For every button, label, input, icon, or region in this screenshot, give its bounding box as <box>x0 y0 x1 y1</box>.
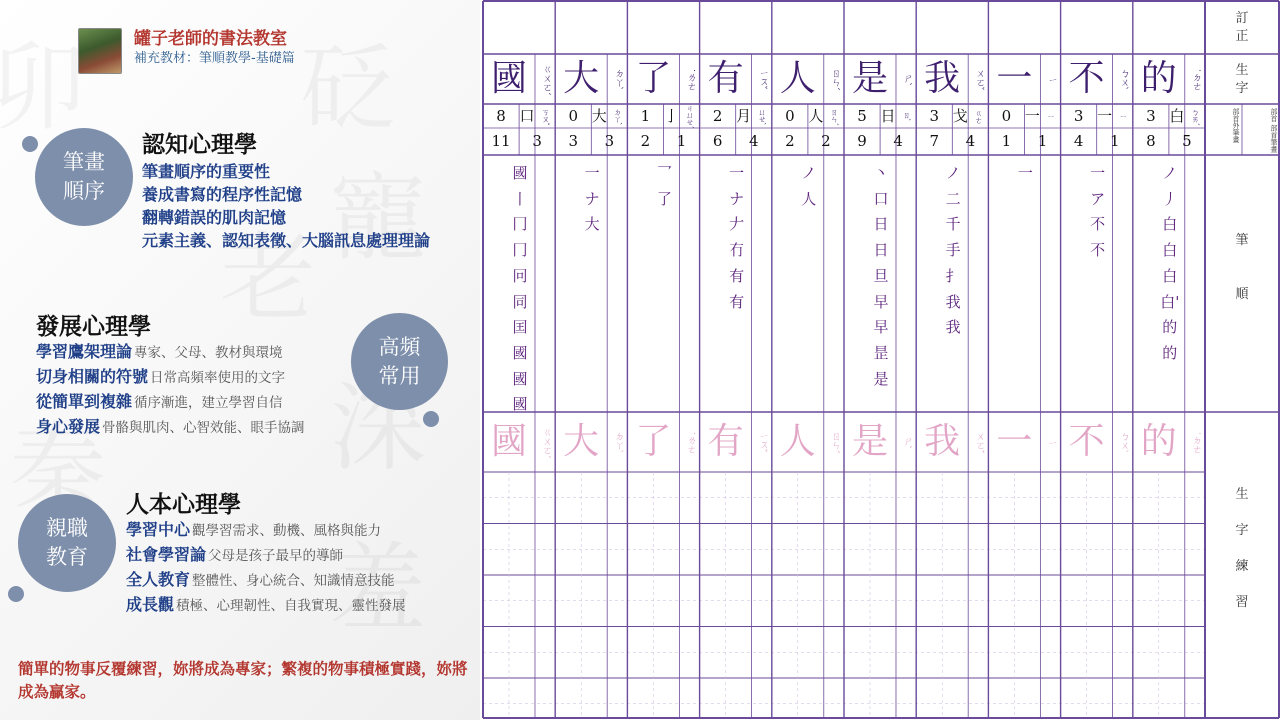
total-strokes-5: 9 <box>857 132 867 150</box>
radical-zhuyin-7: ㄧ <box>1046 113 1056 119</box>
practice-zhuyin-9: ˙ㄉㄜ <box>1189 431 1201 453</box>
character-9: 的 <box>1140 58 1177 99</box>
bubble-high-frequency <box>351 313 448 410</box>
zhuyin-6: ㄨㄛˇ <box>973 68 985 90</box>
character-6: 我 <box>924 58 961 99</box>
background-calligraphy <box>300 40 396 136</box>
label-other-strokes: 部首外筆畫 <box>1232 108 1240 143</box>
practice-zhuyin-8: ㄅㄨˋ <box>1117 431 1129 453</box>
zhuyin-2: ˙ㄌㄜ <box>684 68 696 90</box>
practice-trace-5: 是 <box>851 421 888 462</box>
line-main: 從簡單到複雜 <box>36 392 133 411</box>
footer-quote: 簡單的物事反覆練習，妳將成為專家；繁複的物事積極實踐，妳將成為贏家。 <box>18 660 468 701</box>
avatar <box>78 28 122 74</box>
practice-trace-6: 我 <box>924 421 961 462</box>
radical-strokes-4: 2 <box>821 132 831 150</box>
radical-strokes-5: 4 <box>893 132 903 150</box>
total-strokes-6: 7 <box>929 132 939 150</box>
label-correction: 訂 正 <box>1235 11 1249 44</box>
zhuyin-8: ㄅㄨˋ <box>1117 68 1129 90</box>
radical-zhuyin-0: ㄎㄡˇ <box>541 107 551 125</box>
character-7: 一 <box>996 58 1033 99</box>
zhuyin-5: ㄕˋ <box>901 72 913 86</box>
practice-zhuyin-2: ˙ㄌㄜ <box>684 431 696 453</box>
radical-zhuyin-5: ㄖˋ <box>902 111 912 121</box>
character-8: 不 <box>1068 58 1105 99</box>
zhuyin-0: ㄍㄨㄛˊ <box>540 63 552 95</box>
decor-dot <box>22 136 38 152</box>
practice-trace-4: 人 <box>779 421 816 462</box>
line-note: 骨骼與肌肉、心智效能、眼手協調 <box>102 420 305 436</box>
character-5: 是 <box>851 58 888 99</box>
stroke-order-8: 一 ア 不 不 <box>1090 164 1106 260</box>
total-strokes-7: 1 <box>1001 132 1012 150</box>
practice-trace-3: 有 <box>707 421 744 462</box>
radical-8: 一 <box>1097 106 1113 125</box>
radical-strokes-0: 3 <box>532 132 542 150</box>
radical-strokes-8: 1 <box>1109 132 1120 150</box>
radical-zhuyin-4: ㄖㄣˊ <box>829 107 839 125</box>
total-strokes-3: 6 <box>712 132 723 150</box>
other-strokes-4: 0 <box>785 106 795 125</box>
developmental-line <box>36 340 305 365</box>
stroke-order-5: 丶 口 日 日 旦 早 早 昰 是 <box>873 164 889 388</box>
developmental-line <box>36 390 305 415</box>
radical-2: 亅 <box>663 106 679 125</box>
line-note: 父母是孩子最早的導師 <box>208 548 344 564</box>
stroke-order-7: 一 <box>1017 164 1033 182</box>
developmental-line <box>36 365 305 390</box>
developmental-line <box>36 415 305 440</box>
cognitive-line: 養成書寫的程序性記憶 <box>142 185 303 204</box>
total-strokes-8: 4 <box>1073 132 1084 150</box>
practice-trace-8: 不 <box>1068 421 1105 462</box>
other-strokes-8: 3 <box>1073 106 1084 125</box>
label-practice: 生 字 練 習 <box>1235 487 1249 610</box>
label-radical: 部首 部首筆畫 <box>1270 108 1278 153</box>
radical-5: 日 <box>880 106 896 125</box>
practice-zhuyin-6: ㄨㄛˇ <box>973 431 985 453</box>
total-strokes-9: 8 <box>1146 132 1156 150</box>
humanistic-line <box>126 518 406 543</box>
total-strokes-1: 3 <box>568 132 578 150</box>
radical-zhuyin-9: ㄅㄞˊ <box>1190 107 1200 125</box>
radical-strokes-7: 1 <box>1037 132 1048 150</box>
zhuyin-3: ㄧㄡˇ <box>756 69 768 89</box>
background-calligraphy <box>0 40 86 136</box>
zhuyin-9: ˙ㄉㄜ <box>1189 68 1201 90</box>
practice-zhuyin-3: ㄧㄡˇ <box>756 432 768 452</box>
stroke-order-6: ノ 二 千 手 扌 我 我 <box>945 164 961 337</box>
practice-trace-2: 了 <box>635 421 672 462</box>
line-main: 學習鷹架理論 <box>36 342 133 361</box>
line-main: 身心發展 <box>36 417 101 436</box>
bubble-label: 筆畫 順序 <box>63 150 105 203</box>
other-strokes-9: 3 <box>1146 106 1156 125</box>
practice-trace-7: 一 <box>996 421 1033 462</box>
section-title-humanistic: 人本心理學 <box>126 492 241 518</box>
other-strokes-1: 0 <box>568 106 578 125</box>
radical-4: 人 <box>808 106 824 125</box>
line-main: 全人教育 <box>126 570 191 589</box>
decor-dot <box>8 586 24 602</box>
humanistic-lines <box>126 518 406 618</box>
bubble-label: 親職 教育 <box>46 516 88 569</box>
section-title-cognitive: 認知心理學 <box>142 132 257 158</box>
other-strokes-3: 2 <box>712 106 723 125</box>
stroke-order-0: 國 丨 冂 冂 冋 同 囯 國 國 國 <box>512 164 528 414</box>
character-0: 國 <box>490 58 527 99</box>
radical-1: 大 <box>591 106 607 125</box>
other-strokes-0: 8 <box>496 106 506 125</box>
other-strokes-5: 5 <box>857 106 867 125</box>
stroke-order-3: 一 ナ 𠂇 冇 有 有 <box>729 164 745 311</box>
practice-zhuyin-1: ㄉㄚˋ <box>612 431 624 453</box>
radical-strokes-3: 4 <box>748 132 759 150</box>
section-title-developmental: 發展心理學 <box>36 314 151 340</box>
line-main: 成長觀 <box>126 595 175 614</box>
left-panel <box>0 0 480 720</box>
other-strokes-2: 1 <box>640 106 651 125</box>
header <box>78 28 295 74</box>
stroke-order-2: 乛 了 <box>656 164 672 208</box>
cognitive-line: 元素主義、認知表徵、大腦訊息處理理論 <box>142 231 431 250</box>
line-main: 切身相關的符號 <box>36 367 149 386</box>
line-note: 觀學習需求、動機、風格與能力 <box>192 523 382 539</box>
total-strokes-2: 2 <box>640 132 651 150</box>
bubble-label: 高頻 常用 <box>378 334 421 388</box>
stroke-order-4: ノ 人 <box>801 164 817 208</box>
label-new-character: 生 字 <box>1235 63 1249 96</box>
label-stroke-order: 筆 順 <box>1235 233 1249 302</box>
radical-zhuyin-6: ㄍㄜ <box>974 109 984 123</box>
zhuyin-1: ㄉㄚˋ <box>612 68 624 90</box>
line-note: 整體性、身心統合、知識情意技能 <box>192 573 395 589</box>
cognitive-lines <box>142 160 430 252</box>
radical-0: 口 <box>519 106 535 125</box>
radical-7: 一 <box>1024 106 1040 125</box>
line-note: 專家、父母、教材與環境 <box>134 345 283 361</box>
zhuyin-7: ㄧ <box>1045 75 1057 83</box>
practice-trace-1: 大 <box>563 421 600 462</box>
practice-trace-0: 國 <box>490 421 527 462</box>
practice-zhuyin-5: ㄕˋ <box>901 435 913 449</box>
total-strokes-4: 2 <box>785 132 795 150</box>
cognitive-line: 筆畫順序的重要性 <box>142 162 271 181</box>
line-main: 社會學習論 <box>126 545 207 564</box>
other-strokes-6: 3 <box>929 106 939 125</box>
total-strokes-0: 11 <box>491 132 511 150</box>
stroke-order-1: 一 ナ 大 <box>584 164 600 234</box>
radical-3: 月 <box>736 106 752 125</box>
stroke-order-9: ノ 丿 白 白 白 白' 的 的 <box>1160 164 1180 362</box>
radical-zhuyin-8: ㄧ <box>1118 113 1128 119</box>
zhuyin-4: ㄖㄣˊ <box>828 68 840 90</box>
practice-trace-9: 的 <box>1140 421 1177 462</box>
character-3: 有 <box>707 58 744 99</box>
radical-zhuyin-3: ㄩㄝˋ <box>757 107 767 125</box>
line-main: 學習中心 <box>126 520 191 539</box>
practice-zhuyin-4: ㄖㄣˊ <box>828 431 840 453</box>
other-strokes-7: 0 <box>1001 106 1012 125</box>
humanistic-line <box>126 593 406 618</box>
radical-strokes-6: 4 <box>965 132 976 150</box>
humanistic-line <box>126 543 406 568</box>
character-2: 了 <box>635 58 672 99</box>
bubble-stroke-order <box>35 128 133 226</box>
line-note: 積極、心理韌性、自我實現、靈性發展 <box>176 598 406 614</box>
radical-zhuyin-1: ㄉㄚˋ <box>613 107 623 125</box>
practice-zhuyin-0: ㄍㄨㄛˊ <box>540 426 552 458</box>
radical-zhuyin-2: ㄐㄩㄝˊ <box>685 104 695 128</box>
developmental-lines <box>36 340 305 440</box>
humanistic-line <box>126 568 406 593</box>
worksheet <box>482 0 1280 720</box>
line-note: 日常高頻率使用的文字 <box>150 370 286 386</box>
decor-dot <box>423 411 439 427</box>
practice-zhuyin-7: ㄧ <box>1045 438 1057 446</box>
radical-strokes-2: 1 <box>676 132 687 150</box>
radical-strokes-9: 5 <box>1182 132 1192 150</box>
character-1: 大 <box>563 58 600 99</box>
header-title: 罐子老師的書法教室 <box>134 29 287 49</box>
bubble-parenting <box>18 494 116 592</box>
line-note: 循序漸進，建立學習自信 <box>134 395 283 411</box>
radical-strokes-1: 3 <box>604 132 615 150</box>
radical-9: 白 <box>1169 106 1185 125</box>
header-subtitle: 補充教材：筆順教學-基礎篇 <box>134 51 295 66</box>
character-4: 人 <box>779 58 816 99</box>
cognitive-line: 翻轉錯誤的肌肉記憶 <box>142 208 287 227</box>
radical-6: 戈 <box>952 106 968 125</box>
